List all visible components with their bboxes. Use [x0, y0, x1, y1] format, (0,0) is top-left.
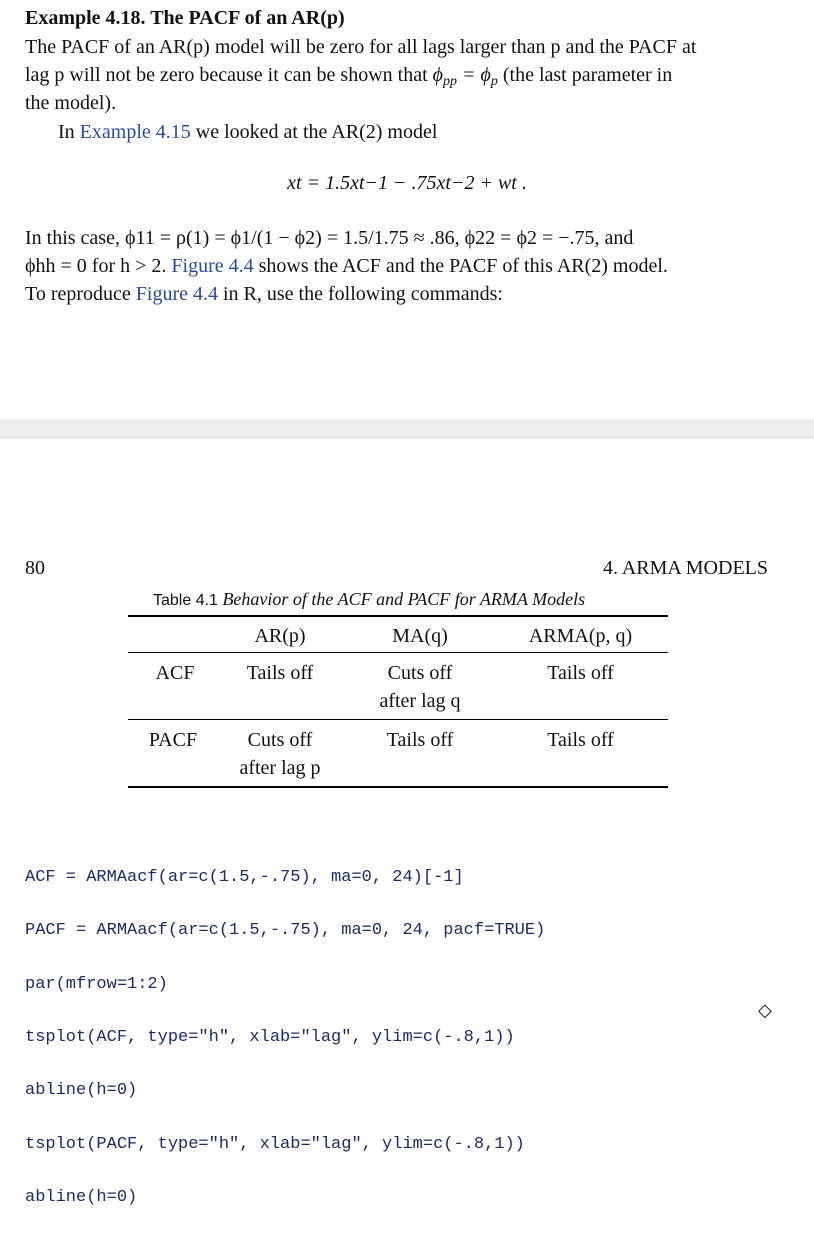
figure-4-4-link-1[interactable]: Figure 4.4 — [171, 255, 254, 277]
code-line: par(mfrow=1:2) — [25, 974, 168, 994]
code-line: tsplot(ACF, type="h", xlab="lag", ylim=c(-.8,1)) — [25, 1027, 515, 1047]
code-line: PACF = ARMAacf(ar=c(1.5,-.75), ma=0, 24, pacf=TRUE) — [25, 921, 546, 941]
example-4-15-link[interactable]: Example 4.15 — [79, 121, 191, 143]
code-line: tsplot(PACF, type="h", xlab="lag", ylim=c(-.8,1)) — [25, 1134, 525, 1154]
phi-pp-math: $\phi_{pp} = \phi_p$ — [432, 64, 498, 89]
case-line-3a: To reproduce — [25, 283, 136, 305]
case-line-3 — [25, 280, 785, 308]
example-line-2b: (the last parameter in — [502, 64, 673, 86]
case-line-2b: shows the ACF and the PACF of this AR(2) model. — [253, 255, 668, 277]
table-caption — [153, 589, 585, 610]
case-line-3b: in R, use the following commands: — [218, 283, 503, 305]
row-label-pacf: PACF — [148, 729, 198, 751]
acf-ar-cell: Tails off — [246, 662, 314, 684]
example-line-4-post: we looked at the AR(2) model — [190, 121, 438, 143]
code-line: abline(h=0) — [25, 1081, 138, 1101]
r-code-block — [25, 838, 785, 1239]
page-break-gap — [0, 419, 814, 439]
table-caption-title: Behavior of the ACF and PACF for ARMA Models — [222, 589, 586, 609]
running-head: 4. ARMA MODELS — [602, 557, 768, 579]
example-line-4-pre: In — [58, 121, 80, 143]
col-header-ma: MA(q) — [392, 625, 448, 647]
case-line-2a: ϕhh = 0 for h > 2. — [25, 255, 172, 277]
example-line-2a: lag p will not be zero because it can be shown that — [25, 64, 428, 86]
example-line-3: the model). — [25, 92, 117, 114]
pacf-arma-cell: Tails off — [547, 729, 614, 751]
table-top-rule — [128, 615, 668, 617]
example-line-4 — [58, 118, 814, 146]
case-line-1: In this case, ϕ11 = ρ(1) = ϕ1/(1 − ϕ2) = 1.5/1.75 ≈ .86, ϕ22 = ϕ2 = −.75, and — [25, 227, 634, 249]
pacf-ar-cell: Cuts off — [247, 729, 313, 751]
example-heading: Example 4.18. The PACF of an AR(p) — [25, 7, 345, 29]
figure-4-4-link-2[interactable]: Figure 4.4 — [135, 283, 218, 305]
col-header-arma: ARMA(p, q) — [528, 625, 633, 647]
ar2-equation: xt = 1.5xt−1 − .75xt−2 + wt . — [287, 172, 527, 194]
table-mid-rule — [128, 719, 668, 720]
table-caption-label: Table 4.1 — [153, 592, 218, 609]
table-header-rule — [128, 652, 668, 653]
end-of-example-icon: ◇ — [758, 1000, 772, 1020]
acf-ma-cell-extra: after lag q — [379, 690, 461, 712]
table-bottom-rule — [128, 786, 668, 788]
col-header-ar: AR(p) — [254, 625, 306, 647]
row-label-acf: ACF — [155, 662, 195, 684]
case-line-2 — [25, 252, 785, 280]
pacf-ma-cell: Tails off — [386, 729, 454, 751]
example-line-1: The PACF of an AR(p) model will be zero for all lags larger than p and the PACF at — [25, 36, 697, 58]
acf-ma-cell: Cuts off — [387, 662, 453, 684]
code-line: ACF = ARMAacf(ar=c(1.5,-.75), ma=0, 24)[-1] — [25, 867, 464, 887]
acf-arma-cell: Tails off — [547, 662, 614, 684]
pacf-ar-cell-extra: after lag p — [239, 757, 321, 779]
code-line: abline(h=0) — [25, 1188, 138, 1208]
page-number: 80 — [25, 557, 45, 579]
